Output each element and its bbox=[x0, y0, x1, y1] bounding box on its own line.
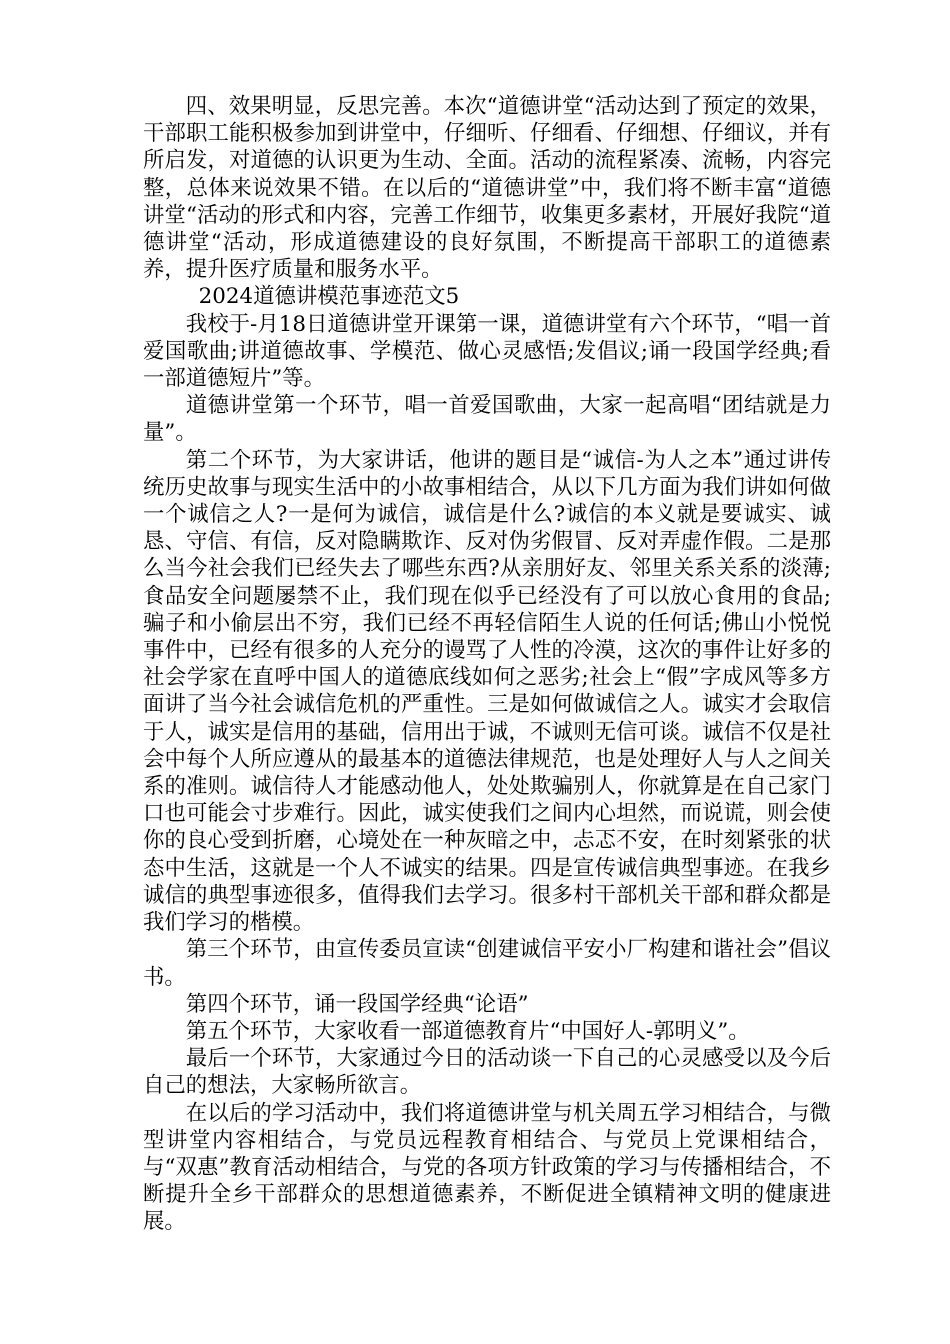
paragraph-step-5: 第五个环节，大家收看一部道德教育片“中国好人-郭明义”。 bbox=[185, 1018, 750, 1044]
section-title: 2024道德讲模范事迹范文5 bbox=[198, 284, 460, 310]
paragraph-step-2: 第二个环节，为大家讲话，他讲的题目是“诚信-为人之本”通过讲传统历史故事与现实生活中的小故事相结合，从以下几方面为我们讲如何做一个诚信之人?一是何为诚信，诚信是什么?诚信的本义就是要诚实、诚恳、守信、有信，反对隐瞒欺诈、反对伪劣假冒、反对弄虚作假。二是那么当今社会我们已经失去了哪些东西?从亲朋好友、邻里关系关系的淡薄;食品安全问题屡禁不止，我们现在似乎已经没有了可以放心食用的食品;骗子和小偷层出不穷，我们已经不再轻信陌生人说的任何话;佛山小悦悦事件中，已经有很多的人充分的谩骂了人性的冷漠，这次的事件让好多的社会学家在直呼中国人的道德底线如何之恶劣;社会上“假”字成风等多方面讲了当今社会诚信危机的严重性。三是如何做诚信之人。诚实才会取信于人，诚实是信用的基础，信用出于诚，不诚则无信可谈。诚信不仅是社会中每个人所应遵从的最基本的道德法律规范，也是处理好人与人之间关系的准则。诚信待人才能感动他人，处处欺骗别人，你就算是在自己家门口也可能会寸步难行。因此，诚实使我们之间内心坦然，而说谎，则会使你的良心受到折磨，心境处在一种灰暗之中，忐忑不安，在时刻紧张的状态中生活，这就是一个人不诚实的结果。四是宣传诚信典型事迹。在我乡诚信的典型事迹很多，值得我们去学习。很多村干部机关干部和群众都是我们学习的楷模。 bbox=[143, 447, 831, 936]
paragraph-step-6: 最后一个环节，大家通过今日的活动谈一下自己的心灵感受以及今后自己的想法，大家畅所欲言。 bbox=[143, 1046, 831, 1099]
document-body bbox=[143, 93, 831, 1236]
paragraph-step-3: 第三个环节，由宣传委员宣读“创建诚信平安小厂构建和谐社会”倡议书。 bbox=[143, 937, 831, 990]
paragraph-conclusion: 在以后的学习活动中，我们将道德讲堂与机关周五学习相结合，与微型讲堂内容相结合，与党员远程教育相结合、与党员上党课相结合，与“双惠”教育活动相结合，与党的各项方针政策的学习与传播相结合，不断提升全乡干部群众的思想道德素养，不断促进全镇精神文明的健康进展。 bbox=[143, 1100, 831, 1235]
paragraph-intro: 我校于-月18日道德讲堂开课第一课，道德讲堂有六个环节，“唱一首爱国歌曲;讲道德故事、学模范、做心灵感悟;发倡议;诵一段国学经典;看一部道德短片”等。 bbox=[143, 311, 831, 392]
paragraph-effect-summary: 四、效果明显，反思完善。本次“道德讲堂“活动达到了预定的效果，干部职工能积极参加到讲堂中，仔细听、仔细看、仔细想、仔细议，并有所启发，对道德的认识更为生动、全面。活动的流程紧凑、流畅，内容完整，总体来说效果不错。在以后的“道德讲堂”中，我们将不断丰富“道德讲堂“活动的形式和内容，完善工作细节，收集更多素材，开展好我院“道德讲堂“活动，形成道德建设的良好氛围，不断提高干部职工的道德素养，提升医疗质量和服务水平。 bbox=[143, 94, 831, 283]
paragraph-step-1: 道德讲堂第一个环节，唱一首爱国歌曲，大家一起高唱“团结就是力量”。 bbox=[143, 393, 831, 446]
paragraph-step-4: 第四个环节，诵一段国学经典“论语” bbox=[185, 991, 529, 1017]
